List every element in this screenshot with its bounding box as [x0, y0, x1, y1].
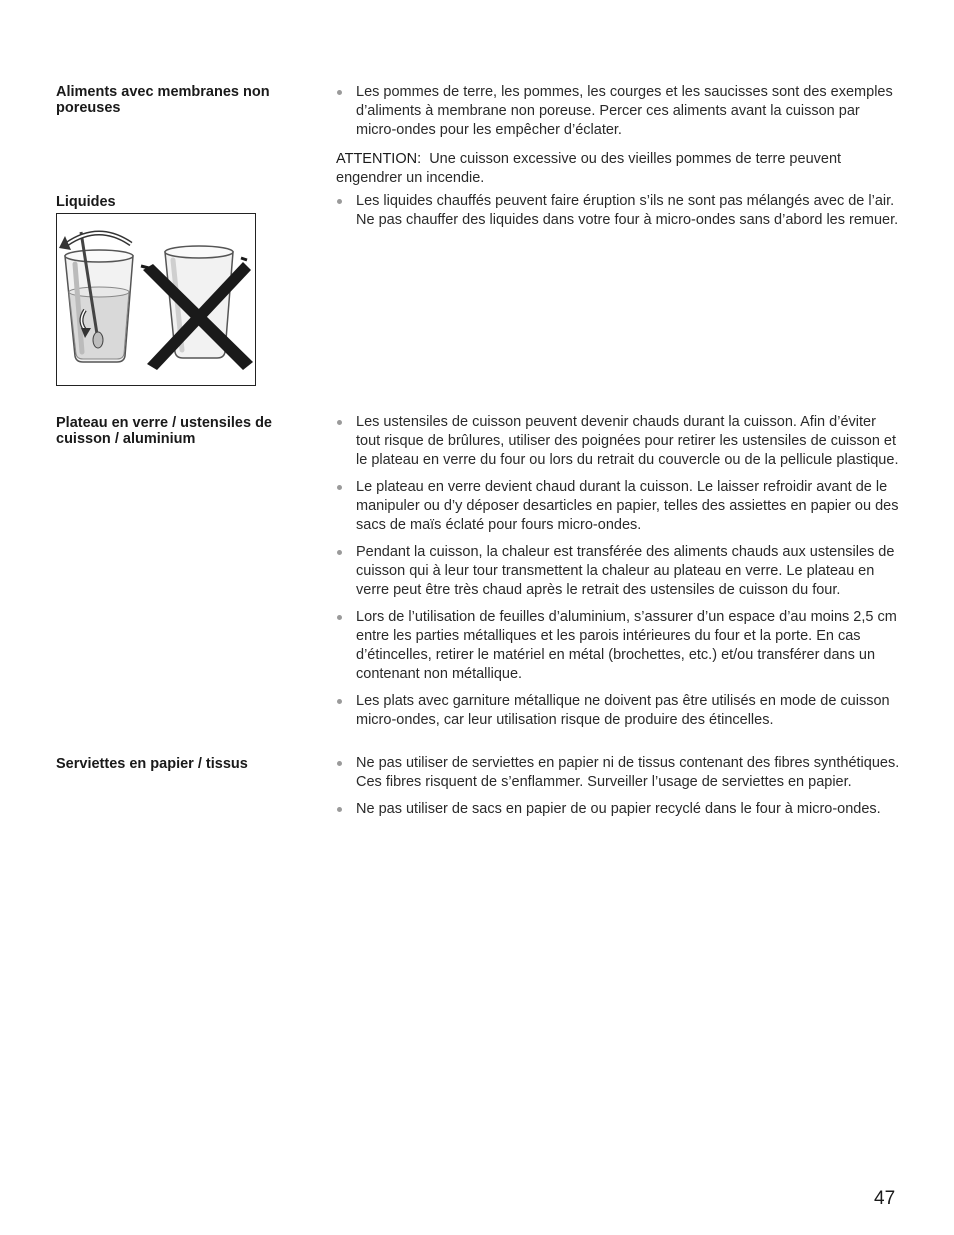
bullet-item — [336, 543, 901, 600]
bullet-dot-icon — [337, 699, 342, 704]
bullet-dot-icon — [337, 807, 342, 812]
bullet-item — [336, 83, 901, 140]
bullet-text: Les plats avec garniture métallique ne doivent pas être utilisés en mode de cuisson micro-ondes, car leur utilisation risque de produire des étincelles. — [356, 693, 890, 728]
bullet-item — [336, 800, 901, 819]
bullet-item — [336, 692, 901, 730]
attention-text: Une cuisson excessive ou des vieilles pommes de terre peuvent engendrer un incendie. — [336, 151, 842, 186]
liquids-illustration — [56, 213, 256, 386]
content-membranes — [336, 83, 901, 188]
bullet-text: Les liquides chauffés peuvent faire éruption s’ils ne sont pas mélangés avec de l’air. Ne pas chauffer des liquides dans votre four à micro-ondes sans d’abord les remuer. — [356, 193, 899, 228]
bullet-dot-icon — [337, 90, 342, 95]
crossed-out-glass-icon — [141, 246, 253, 370]
page-number: 47 — [874, 1188, 896, 1209]
bullet-text: Ne pas utiliser de sacs en papier de ou papier recyclé dans le four à micro-ondes. — [356, 801, 881, 817]
heading-serviettes: Serviettes en papier / tissus — [56, 756, 248, 772]
bullet-item — [336, 478, 901, 535]
heading-membranes: Aliments avec membranes non poreuses — [56, 84, 270, 116]
attention-note — [336, 150, 901, 188]
bullet-text: Ne pas utiliser de serviettes en papier ni de tissus contenant des fibres synthétiques. Ces fibres risquent de s’enflammer. Surveiller l’usage de serviettes en papier. — [356, 755, 900, 790]
content-liquides — [336, 192, 901, 238]
bullet-dot-icon — [337, 485, 342, 490]
bullet-dot-icon — [337, 761, 342, 766]
attention-label: ATTENTION: — [336, 151, 422, 167]
content-serviettes — [336, 754, 901, 827]
bullet-text: Les ustensiles de cuisson peuvent devenir chauds durant la cuisson. Afin d’éviter tout risque de brûlures, utiliser des poignées pour retirer les ustensiles de cuisson et le plateau en verre du four ou lors du retrait du couvercle ou de la pellicule plastique. — [356, 414, 899, 468]
bullet-text: Lors de l’utilisation de feuilles d’aluminium, s’assurer d’un espace d’au moins 2,5 cm entre les parties métalliques et les parois intérieures du four et la porte. En cas d’étincelles, retirer le matériel en métal (brochettes, etc.) et/ou transférer dans un contenant non métallique. — [356, 609, 897, 682]
content-plateau — [336, 413, 901, 738]
bullet-dot-icon — [337, 615, 342, 620]
bullet-item — [336, 192, 901, 230]
stirred-glass-icon — [59, 232, 133, 362]
bullet-text: Pendant la cuisson, la chaleur est transférée des aliments chauds aux ustensiles de cuisson qui à leur tour transmettent la chaleur au plateau en verre. Le plateau en verre peut être très chaud après le retrait des ustensiles de cuisson du four. — [356, 544, 895, 598]
bullet-item — [336, 413, 901, 470]
bullet-item — [336, 608, 901, 684]
heading-plateau: Plateau en verre / ustensiles de cuisson / aluminium — [56, 415, 272, 447]
bullet-dot-icon — [337, 199, 342, 204]
bullet-item — [336, 754, 901, 792]
bullet-dot-icon — [337, 420, 342, 425]
bullet-text: Le plateau en verre devient chaud durant la cuisson. Le laisser refroidir avant de le manipuler ou d’y déposer desarticles en papier, telles des assiettes en papier ou des sacs de maïs éclaté pour fours micro-ondes. — [356, 479, 899, 533]
heading-liquides: Liquides — [56, 194, 116, 210]
bullet-text: Les pommes de terre, les pommes, les courges et les saucisses sont des exemples d’aliments à membrane non poreuse. Percer ces aliments avant la cuisson par micro-ondes pour les empêcher d’éclater. — [356, 84, 893, 138]
bullet-dot-icon — [337, 550, 342, 555]
